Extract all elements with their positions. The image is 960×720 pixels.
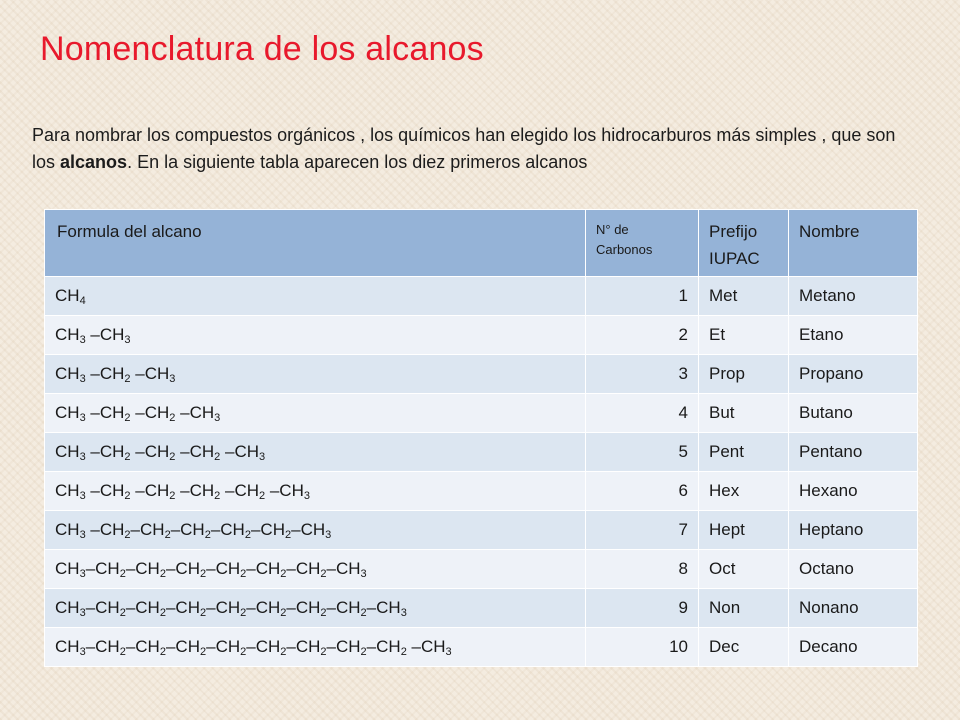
prefix-cell: Non (699, 589, 789, 628)
prefix-cell: Oct (699, 550, 789, 589)
name-cell: Octano (789, 550, 918, 589)
header-formula: Formula del alcano (45, 210, 586, 277)
prefix-cell: Prop (699, 355, 789, 394)
table-row (45, 472, 918, 511)
formula-cell: $CH_3$ $-CH_2$ $-CH_3$ (45, 355, 586, 394)
name-cell: Etano (789, 316, 918, 355)
carbon-count-cell: 6 (586, 472, 699, 511)
table-body (45, 277, 918, 667)
formula-cell: $CH_4$ (45, 277, 586, 316)
intro-bold-term: alcanos (60, 152, 128, 172)
table-row (45, 433, 918, 472)
formula-cell: $CH_3-CH_2-CH_2-CH_2-CH_2-CH_2-CH_2-CH_3$ (45, 550, 586, 589)
formula-cell: $CH_3$ $-CH_2-CH_2-CH_2-CH_2-CH_2-CH_3$ (45, 511, 586, 550)
header-carbons: N° de Carbonos (586, 210, 699, 277)
prefix-cell: Pent (699, 433, 789, 472)
carbon-count-cell: 8 (586, 550, 699, 589)
carbon-count-cell: 5 (586, 433, 699, 472)
name-cell: Nonano (789, 589, 918, 628)
name-cell: Pentano (789, 433, 918, 472)
prefix-cell: Hex (699, 472, 789, 511)
table-row (45, 277, 918, 316)
carbon-count-cell: 2 (586, 316, 699, 355)
formula-cell: $CH_3$ $-CH_2$ $-CH_2$ $-CH_2$ $-CH_3$ (45, 433, 586, 472)
table-row (45, 316, 918, 355)
table-row (45, 628, 918, 667)
formula-cell: $CH_3$ $-CH_2$ $-CH_2$ $-CH_2$ $-CH_2$ $-CH_3$ (45, 472, 586, 511)
intro-text-end: . En la siguiente tabla aparecen los diez primeros alcanos (127, 152, 588, 172)
table-row (45, 394, 918, 433)
prefix-cell: Et (699, 316, 789, 355)
name-cell: Metano (789, 277, 918, 316)
header-name: Nombre (789, 210, 918, 277)
table-row (45, 589, 918, 628)
alkanes-table (44, 209, 918, 667)
carbon-count-cell: 1 (586, 277, 699, 316)
formula-cell: $CH_3-CH_2-CH_2-CH_2-CH_2-CH_2-CH_2-CH_2-CH_2$ $-CH_3$ (45, 628, 586, 667)
formula-cell: $CH_3$ $-CH_2$ $-CH_2$ $-CH_3$ (45, 394, 586, 433)
formula-cell: $CH_3-CH_2-CH_2-CH_2-CH_2-CH_2-CH_2-CH_2-CH_3$ (45, 589, 586, 628)
table-row (45, 550, 918, 589)
carbon-count-cell: 3 (586, 355, 699, 394)
intro-paragraph (32, 122, 912, 176)
name-cell: Heptano (789, 511, 918, 550)
table-row (45, 355, 918, 394)
carbon-count-cell: 9 (586, 589, 699, 628)
prefix-cell: Dec (699, 628, 789, 667)
slide-title: Nomenclatura de los alcanos (40, 30, 484, 68)
table-header-row (45, 210, 918, 277)
name-cell: Butano (789, 394, 918, 433)
table-row (45, 511, 918, 550)
prefix-cell: But (699, 394, 789, 433)
prefix-cell: Met (699, 277, 789, 316)
formula-cell: $CH_3$ $-CH_3$ (45, 316, 586, 355)
name-cell: Propano (789, 355, 918, 394)
name-cell: Decano (789, 628, 918, 667)
carbon-count-cell: 4 (586, 394, 699, 433)
intro-text-start: Para nombrar los compuestos orgánicos , los químicos han elegido los hidrocarburos más simples , que son los (32, 125, 896, 172)
carbon-count-cell: 10 (586, 628, 699, 667)
prefix-cell: Hept (699, 511, 789, 550)
header-prefix: Prefijo IUPAC (699, 210, 789, 277)
carbon-count-cell: 7 (586, 511, 699, 550)
name-cell: Hexano (789, 472, 918, 511)
